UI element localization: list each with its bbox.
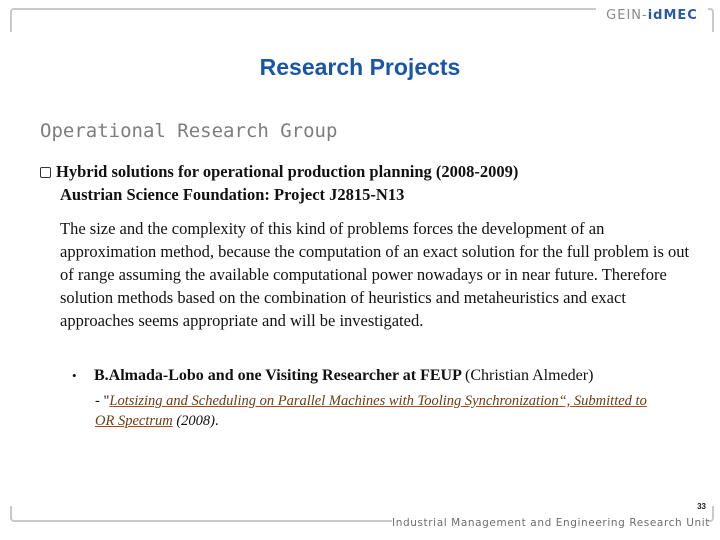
logo-text-idmec: idMEC [647, 7, 698, 23]
group-heading: Operational Research Group [40, 120, 338, 142]
publication-item [95, 391, 655, 431]
page-title: Research Projects [259, 54, 461, 80]
project-title: Hybrid solutions for operational production planning (2008-2009) [56, 162, 519, 181]
researcher-affiliation: (Christian Almeder) [464, 367, 594, 384]
project-item [40, 160, 680, 206]
publication-link[interactable]: Lotsizing and Scheduling on Parallel Machines with Tooling Synchronization“, Submitted to OR Spectrum [95, 393, 647, 429]
gein-idmec-logo [596, 0, 708, 30]
research-unit-name: Industrial Management and Engineering Research Unit [392, 517, 708, 533]
project-funding: Austrian Science Foundation: Project J2815-N13 [60, 185, 405, 204]
researcher-item [72, 366, 692, 386]
logo-text-gein: GEIN- [606, 7, 648, 23]
page-number: 33 [697, 502, 706, 511]
publication-prefix: - " [95, 393, 110, 409]
researcher-text: B.Almada-Lobo and one Visiting Researcher at FEUP [94, 367, 461, 384]
publication-suffix: . [215, 413, 219, 429]
project-description: The size and the complexity of this kind of problems forces the development of an approximation method, because the computation of an exact solution for the full problem is out of range assuming the available computational power nowadays or in near future. Therefore solution methods based on the combination of heuristics and metaheuristics and exact approaches seems appropriate and will be investigated. [60, 219, 690, 330]
bullet-icon: • [72, 368, 77, 383]
checkbox-bullet-icon [40, 167, 51, 178]
publication-year: (2008) [176, 413, 216, 429]
